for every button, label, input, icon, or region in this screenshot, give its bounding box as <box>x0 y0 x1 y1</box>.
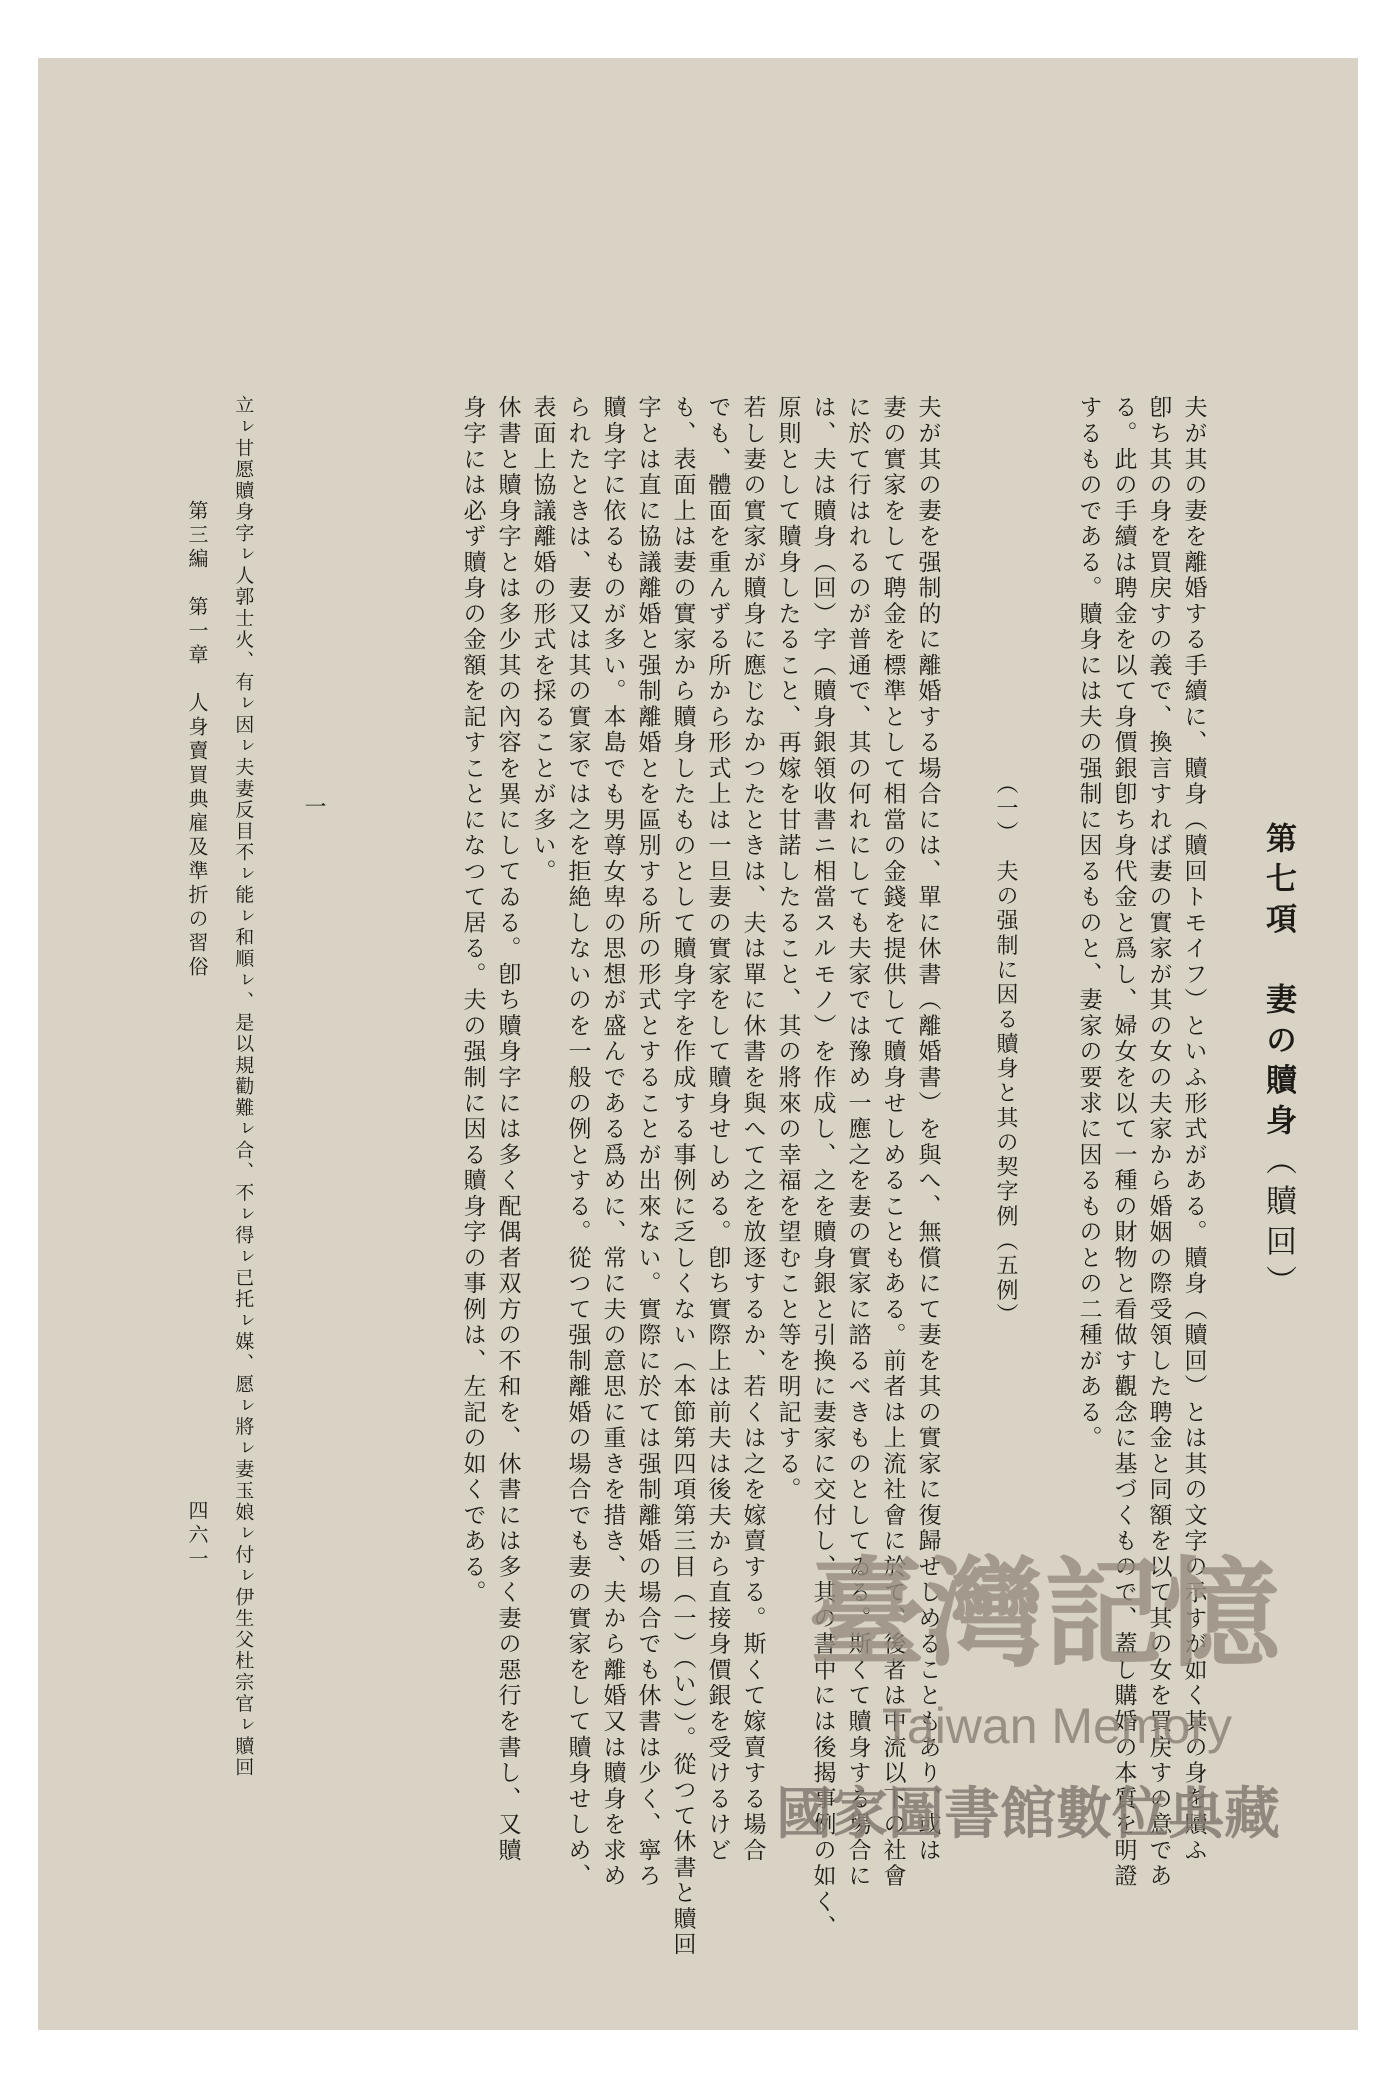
watermark-org: 國家圖書館數位典藏 <box>776 1782 1280 1847</box>
main-line-1: 夫が其の妻を强制的に離婚する場合には、單に休書（離婚書）を與へ、無償にて妻を其の實家に復歸せしめることもあり、或は <box>914 395 941 1864</box>
watermark-mark: 臺灣記憶 <box>807 1544 1280 1683</box>
main-line-3: に於て行はれるのが普通で、其の何れにしても夫家では豫め一應之を妻の實家に諮るべきものとしてゐる。斯くて贖身する場合に <box>844 395 871 1890</box>
main-line-5: 原則として贖身したること、再嫁を甘諾したること、其の將來の幸福を望むこと等を明記する。 <box>774 395 801 1503</box>
main-line-2: 妻の實家をして聘金を標準として相當の金錢を提供して贖身せしめることもある。前者は上流社會に於て、後者は中流以下の社會 <box>879 395 906 1890</box>
page-number: 四六一 <box>185 1500 209 1572</box>
subsection-heading: （一） 夫の强制に因る贖身と其の契字例（五例） <box>993 772 1018 1328</box>
main-line-9: 字とは直に協議離婚と强制離婚とを區別する所の形式とすることが出來ない。實際に於ては强制離婚の場合でも休書は少く、寧ろ <box>634 395 661 1890</box>
main-line-14: 身字には必ず贖身の金額を記すことになつて居る。夫の强制に因る贖身字の事例は、左記の如くである。 <box>459 395 486 1606</box>
section-title-note: （贖回） <box>1260 1144 1296 1306</box>
main-line-7: でも、體面を重んずる所から形式上は一旦妻の實家をして贖身せしめる。卽ち實際上は前夫は後夫から直接身價銀を受けるけど <box>704 395 731 1864</box>
example-marker: 一 <box>301 795 326 820</box>
watermark-en: Taiwan Memory <box>881 1698 1232 1754</box>
footer-chapter: 第三編 第一章 人身賣買典雇及準折の習俗 <box>185 500 209 980</box>
section-title-text: 第七項 妻の贖身 <box>1260 822 1296 1145</box>
example-line: 立ㇾ甘愿贖身字ㇾ人郭士火、有ㇾ因ㇾ夫妻反目不ㇾ能ㇾ和順ㇾ、是以規勸難ㇾ合、不ㇾ得ㇾ已托ㇾ媒、愿ㇾ將ㇾ妻玉娘ㇾ付ㇾ伊生父杜宗官ㇾ贖回 <box>232 395 255 1779</box>
watermark <box>640 1544 1300 1970</box>
intro-line-2: 卽ち其の身を買戻すの義で、換言すれば妻の實家が其の女の夫家から婚姻の際受領した聘金と同額を以て其の女を買戻すの意であ <box>1145 395 1172 1890</box>
main-line-12: 表面上協議離婚の形式を採ることが多い。 <box>529 395 556 885</box>
intro-line-4: するものである。贖身には夫の强制に因るものと、妻家の要求に因るものとの二種がある。 <box>1075 395 1102 1452</box>
main-line-11: られたときは、妻又は其の實家では之を拒絶しないのを一般の例とする。從つて强制離婚の場合でも妻の實家をして贖身せしめ、 <box>564 395 591 1890</box>
main-line-4: は、夫は贖身（回）字（贖身銀領收書ニ相當スルモノ）を作成し、之を贖身銀と引換に妻家に交付し、其の書中には後揭事例の如く、 <box>809 395 836 1941</box>
intro-line-3: る。此の手續は聘金を以て身價銀卽ち身代金と爲し、婦女を以て一種の財物と看做す觀念に基づくもので、蓋し購婚の本質を明證 <box>1110 395 1137 1890</box>
main-line-10: 贖身字に依るものが多い。本島でも男尊女卑の思想が盛んである爲めに、常に夫の意思に重きを措き、夫から離婚又は贖身を求め <box>599 395 626 1890</box>
main-line-6: 若し妻の實家が贖身に應じなかつたときは、夫は單に休書を與へて之を放逐するか、若くは之を嫁賣する。斯くて嫁賣する場合 <box>739 395 766 1864</box>
main-line-13: 休書と贖身字とは多少其の內容を異にしてゐる。卽ち贖身字には多く配偶者双方の不和を、休書には多く妻の惡行を書し、又贖 <box>494 395 521 1864</box>
intro-line-1: 夫が其の妻を離婚する手續に、贖身（贖回トモイフ）といふ形式がある。贖身（贖回）とは其の文字の示すが如く其の身を贖ふ <box>1180 395 1207 1864</box>
main-line-8: も、表面上は妻の實家から贖身したものとして贖身字を作成する事例に乏しくない（本節第四項第三目（一）（い））。從つて休書と贖回 <box>669 395 696 1958</box>
section-title <box>1256 822 1301 1306</box>
